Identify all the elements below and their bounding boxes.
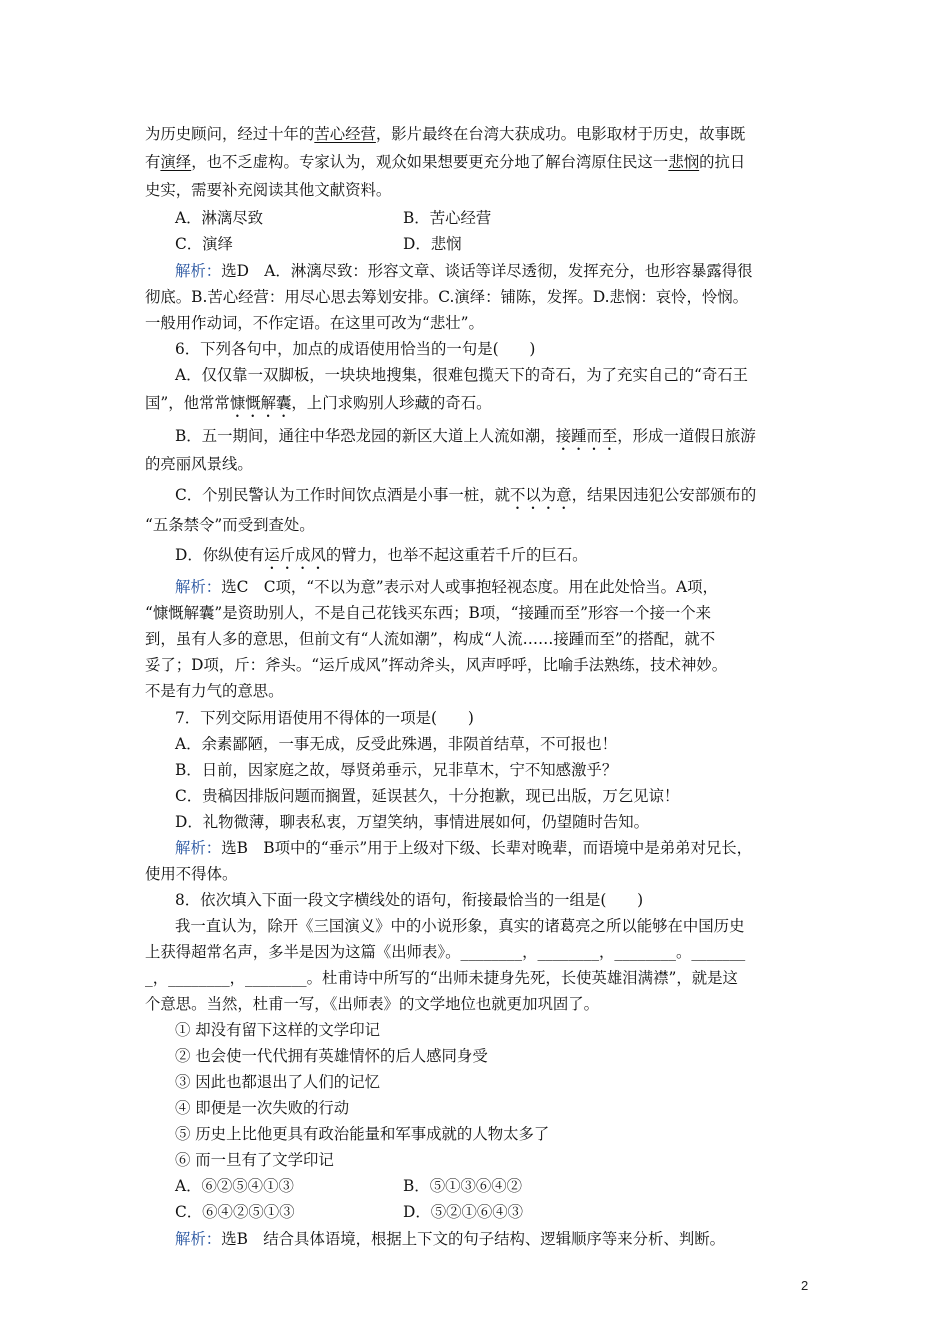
q6-option-c-2: “五条禁令”而受到查处。 <box>145 516 315 534</box>
q8-paragraph-3: _，________，________。杜甫诗中所写的“出师未捷身先死，长使英雄泪满襟”，就是这 <box>145 969 738 987</box>
q5-options-row-2: C．演绎 D．悲悯 <box>175 235 462 253</box>
q7-stem: 7．下列交际用语使用不得体的一项是( ) <box>175 709 474 727</box>
q8-options-row-1: A．⑥②⑤④①③ B．⑤①③⑥④② <box>175 1177 523 1195</box>
q7-option-b: B．日前，因家庭之故，辱贤弟垂示，兄非草木，宁不知感激乎？ <box>175 761 618 779</box>
q7-option-a: A．余素鄙陋，一事无成，反受此殊遇，非陨首结草，不可报也！ <box>175 735 618 753</box>
q6-option-c-1: C．个别民警认为工作时间饮点酒是小事一桩，就不以为意，结果因违犯公安部颁布的 <box>175 486 757 504</box>
q8-stem: 8．依次填入下面一段文字横线处的语句，衔接最恰当的一组是( ) <box>175 891 644 909</box>
q6-analysis-2: “慷慨解囊”是资助别人，不是自己花钱买东西；B项，“接踵而至”形容一个接一个来 <box>145 604 712 622</box>
q8-item-4: ④ 即便是一次失败的行动 <box>175 1099 350 1117</box>
q6-analysis-1: 解析：选C C项，“不以为意”表示对人或事抱轻视态度。用在此处恰当。A项， <box>175 578 718 596</box>
q5-line-3: 史实，需要补充阅读其他文献资料。 <box>145 181 392 199</box>
q6-option-b-1: B．五一期间，通往中华恐龙园的新区大道上人流如潮，接踵而至，形成一道假日旅游 <box>175 427 756 445</box>
q6-analysis-4: 妥了；D项，斤：斧头。“运斤成风”挥动斧头，风声呼呼，比喻手法熟练，技术神妙。 <box>145 656 728 674</box>
q8-paragraph-1: 我一直认为，除开《三国演义》中的小说形象，真实的诸葛亮之所以能够在中国历史 <box>175 917 745 935</box>
q7-option-d: D．礼物微薄，聊表私衷，万望笑纳，事情进展如何，仍望随时告知。 <box>175 813 650 831</box>
q8-options-row-2: C．⑥④②⑤①③ D．⑤②①⑥④③ <box>175 1203 524 1221</box>
q7-analysis-2: 使用不得体。 <box>145 865 238 883</box>
q8-item-1: ① 却没有留下这样的文学印记 <box>175 1021 380 1039</box>
q5-analysis-2: 彻底。B.苦心经营：用尽心思去筹划安排。C.演绎：铺陈，发挥。D.悲悯：哀怜，怜悯。 <box>145 288 749 306</box>
page-number: 2 <box>801 1278 809 1293</box>
q6-analysis-5: 不是有力气的意思。 <box>145 682 284 700</box>
q8-item-3: ③ 因此也都退出了人们的记忆 <box>175 1073 380 1091</box>
q6-option-d: D．你纵使有运斤成风的臂力，也举不起这重若千斤的巨石。 <box>175 546 588 564</box>
q8-item-6: ⑥ 而一旦有了文学印记 <box>175 1151 334 1169</box>
q6-option-a-2: 国”，他常常慷慨解囊，上门求购别人珍藏的奇石。 <box>145 394 492 412</box>
q8-paragraph-2: 上获得超常名声，多半是因为这篇《出师表》。________，________，________。_______ <box>145 943 746 961</box>
q8-item-5: ⑤ 历史上比他更具有政治能量和军事成就的人物太多了 <box>175 1125 550 1143</box>
q6-option-b-2: 的亮丽风景线。 <box>145 455 253 473</box>
q8-paragraph-4: 个意思。当然，杜甫一写，《出师表》的文学地位也就更加巩固了。 <box>145 995 600 1013</box>
q7-analysis-1: 解析：选B B项中的“垂示”用于上级对下级、长辈对晚辈，而语境中是弟弟对兄长， <box>175 839 753 857</box>
q5-analysis-1: 解析：选D A．淋漓尽致：形容文章、谈话等详尽透彻，发挥充分，也形容暴露得很 <box>175 262 753 280</box>
q6-option-a-1: A．仅仅靠一双脚板，一块块地搜集，很难包揽天下的奇石，为了充实自己的“奇石王 <box>175 366 749 384</box>
q6-stem: 6．下列各句中，加点的成语使用恰当的一句是( ) <box>175 340 536 358</box>
q5-line-1: 为历史顾问，经过十年的苦心经营，影片最终在台湾大获成功。电影取材于历史，故事既 <box>145 125 746 143</box>
q5-line-2: 有演绎，也不乏虚构。专家认为，观众如果想要更充分地了解台湾原住民这一悲悯的抗日 <box>145 153 746 171</box>
q5-analysis-3: 一般用作动词，不作定语。在这里可改为“悲壮”。 <box>145 314 484 332</box>
q5-options-row-1: A．淋漓尽致 B．苦心经营 <box>175 209 492 227</box>
q7-option-c: C．贵稿因排版问题而搁置，延误甚久，十分抱歉，现已出版，万乞见谅！ <box>175 787 680 805</box>
q6-analysis-3: 到，虽有人多的意思，但前文有“人流如潮”，构成“人流……接踵而至”的搭配，就不 <box>145 630 716 648</box>
q8-item-2: ② 也会使一代代拥有英雄情怀的后人感同身受 <box>175 1047 488 1065</box>
q8-analysis: 解析：选B 结合具体语境，根据上下文的句子结构、逻辑顺序等来分析、判断。 <box>175 1230 725 1248</box>
